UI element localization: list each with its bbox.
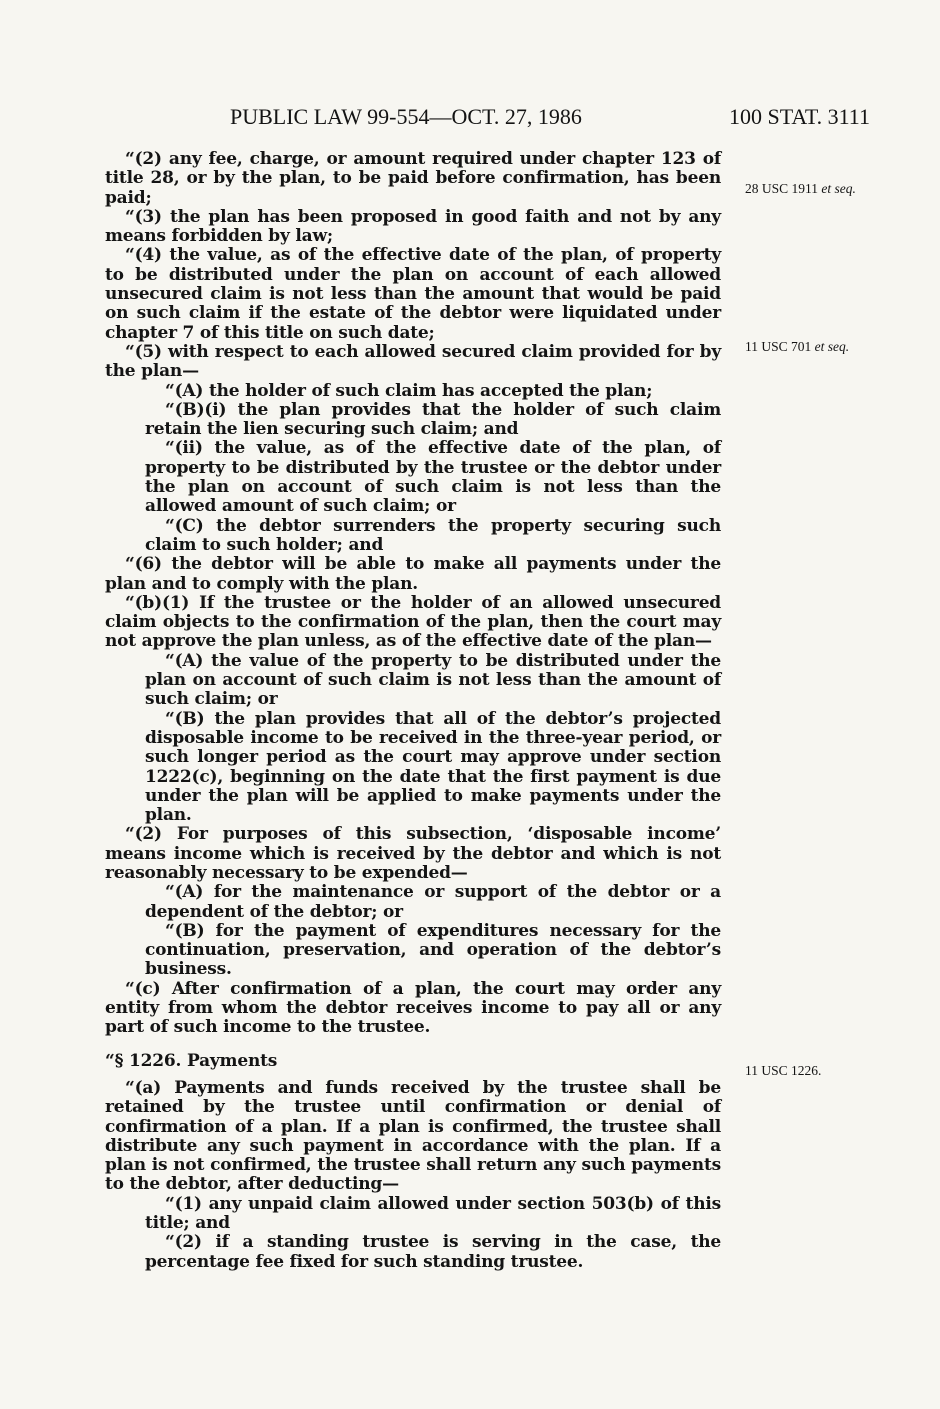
statute-paragraph: “(A) for the maintenance or support of the debtor or a dependent of the debtor; or [145,882,721,922]
statute-paragraph: “(2) For purposes of this subsection, ‘disposable income’ means income which is received by the debtor and which is not reasonably necessary to be expended— [105,824,721,883]
statute-paragraph: “(A) the holder of such claim has accepted the plan; [165,380,653,401]
statute-paragraph: “(6) the debtor will be able to make all payments under the plan and to comply with the plan. [105,554,721,594]
statute-text [105,150,721,1272]
statute-paragraph: “(b)(1) If the trustee or the holder of an allowed unsecured claim objects to the confirmation of the plan, then the court may not approve the plan unless, as of the effective date of the plan— [105,592,721,652]
margin-note-11-usc-1226: 11 USC 1226. [745,1063,822,1078]
statute-paragraph: “(B) for the payment of expenditures necessary for the continuation, preservation, and operation of the debtor’s business. [145,920,721,980]
running-header [230,104,870,136]
statute-paragraph: “(B) the plan provides that all of the debtor’s projected disposable income to be received in the three-year period, or such longer period as the court may approve under section 1222(c), beginning on the date that the first payment is due under the plan will be applied to make payments under the plan. [145,708,721,826]
statute-paragraph: “(a) Payments and funds received by the trustee shall be retained by the trustee until confirmation or denial of confirmation of a plan. If a plan is confirmed, the trustee shall distribute any such payment in accordance with the plan. If a plan is not confirmed, the trustee shall return any such payments to the debtor, after deducting— [105,1077,721,1195]
statute-paragraph: “(ii) the value, as of the effective date of the plan, of property to be distributed by the trustee or the debtor under the plan on account of such claim is not less than the allowed amount of such claim; or [145,438,721,517]
statute-paragraph: “(2) if a standing trustee is serving in the case, the percentage fee fixed for such standing trustee. [145,1232,721,1272]
statute-paragraph: “(2) any fee, charge, or amount required under chapter 123 of title 28, or by the plan, to be paid before confirmation, has been paid; [105,149,721,208]
statute-paragraph: “(c) After confirmation of a plan, the court may order any entity from whom the debtor receives income to pay all or any part of such income to the trustee. [105,978,721,1038]
statute-paragraph: “(5) with respect to each allowed secured claim provided for by the plan— [105,341,721,382]
statute-paragraph: “(A) the value of the property to be distributed under the plan on account of such claim is not less than the amount of such claim; or [145,650,721,710]
statute-paragraph: “(4) the value, as of the effective date of the plan, of property to be distributed under the plan on account of each allowed unsecured claim is not less than the amount that would be paid on such claim if the estate of the debtor were liquidated under chapter 7 of this title on such date; [105,245,721,343]
statute-paragraph: “(B)(i) the plan provides that the holder of such claim retain the lien securing such claim; and [145,399,721,440]
statute-paragraph: “(C) the debtor surrenders the property securing such claim to such holder; and [145,515,721,555]
statute-paragraph: “(3) the plan has been proposed in good faith and not by any means forbidden by law; [105,206,721,247]
statute-paragraph: “(1) any unpaid claim allowed under section 503(b) of this title; and [145,1193,721,1234]
margin-note-11-usc-701: 11 USC 701 et seq. [745,339,850,354]
margin-note-28-usc: 28 USC 1911 et seq. [745,181,856,196]
section-heading: “§ 1226. Payments [105,1050,278,1071]
header-stat-citation: 100 STAT. 3111 [728,104,870,129]
header-law-citation: PUBLIC LAW 99-554—OCT. 27, 1986 [230,104,582,129]
